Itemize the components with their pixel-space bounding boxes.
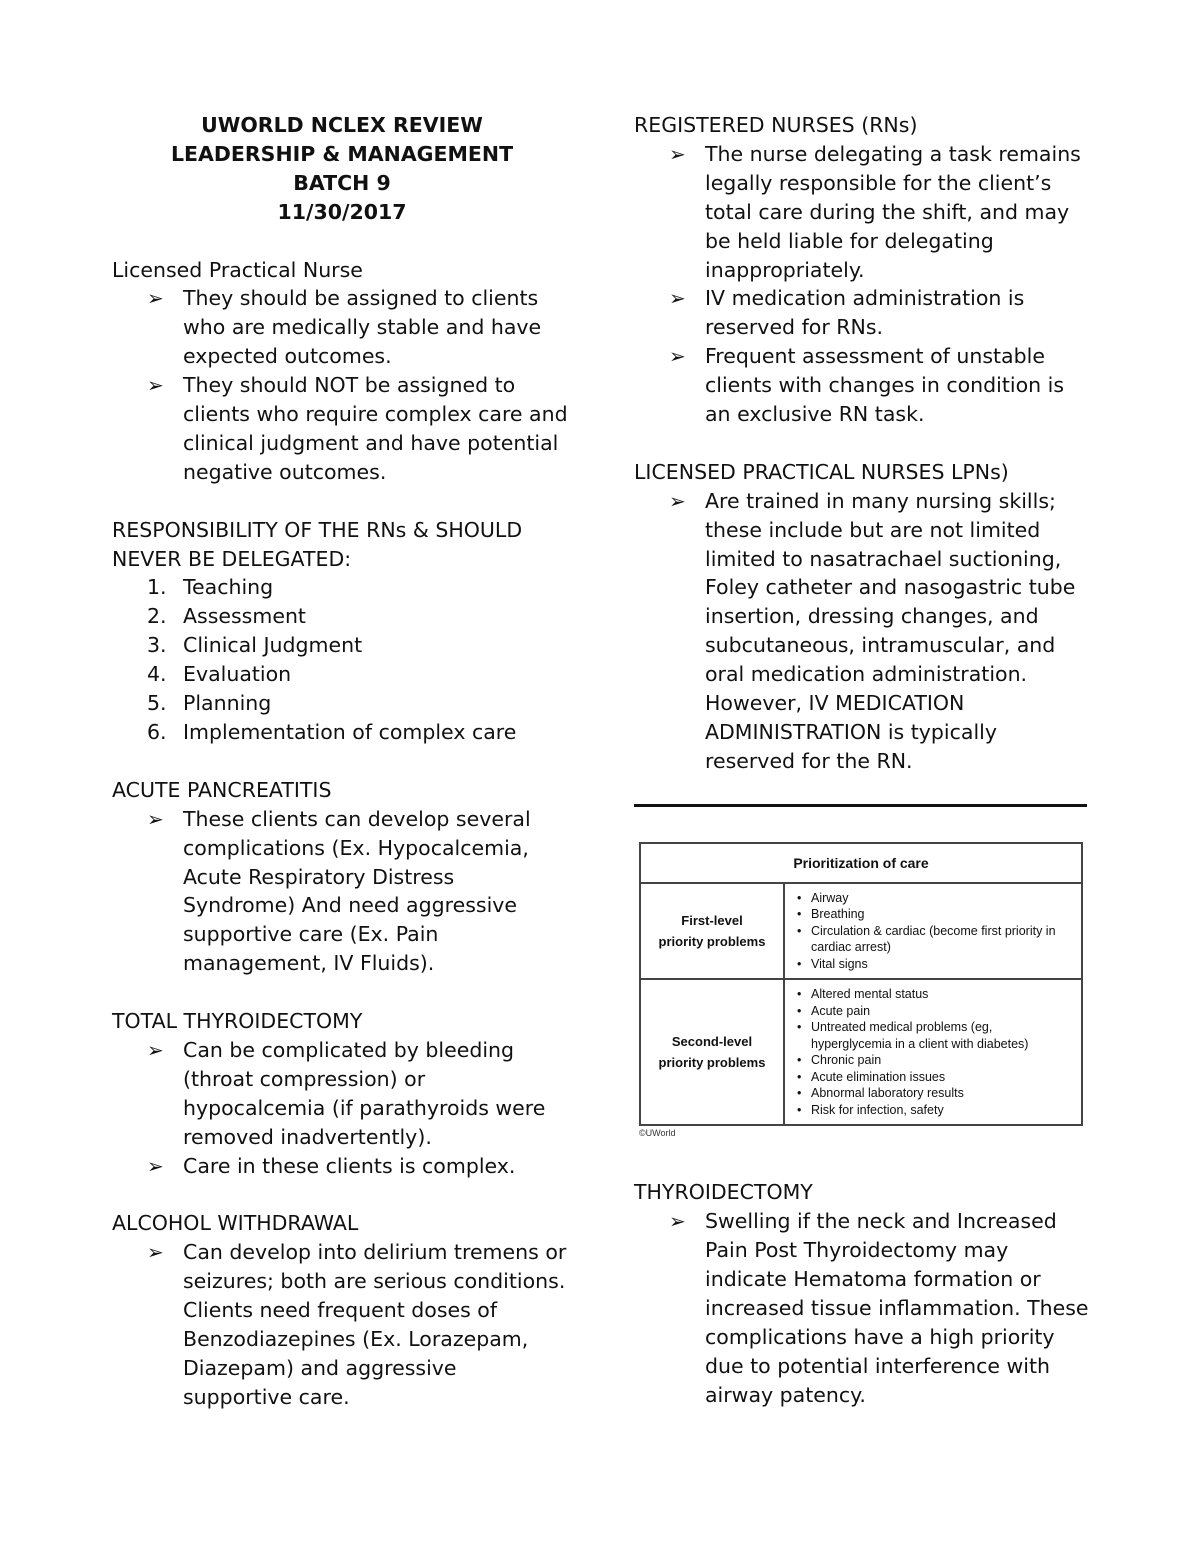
- list-item: ➢ These clients can develop several complications (Ex. Hypocalcemia, Acute Respiratory Distress Syndrome) And need aggressive supportive care (Ex. Pain management, IV Fluids).: [147, 806, 531, 976]
- rns-heading: REGISTERED NURSES (RNs): [634, 113, 918, 137]
- title-line-1: UWORLD NCLEX REVIEW: [201, 113, 483, 137]
- pancreatitis-list: [112, 805, 572, 978]
- second-level-items: [784, 979, 1082, 1125]
- prioritization-table-title: Prioritization of care: [640, 843, 1082, 883]
- arrow-bullet-icon: ➢: [147, 1240, 164, 1265]
- table-row: [640, 883, 1082, 980]
- list-item: • Airway: [797, 890, 1075, 907]
- total-thyroidectomy-list: [112, 1036, 572, 1181]
- list-item: • Acute elimination issues: [797, 1069, 1075, 1086]
- arrow-bullet-icon: ➢: [669, 1209, 686, 1234]
- list-item: 1. Teaching: [147, 575, 274, 600]
- arrow-bullet-icon: ➢: [669, 488, 686, 513]
- list-item: • Chronic pain: [797, 1052, 1075, 1069]
- prioritization-figure: [639, 842, 1083, 1139]
- list-item: ➢ Swelling if the neck and Increased Pain Post Thyroidectomy may indicate Hematoma formation or increased tissue inflammation. These complications have a high priority due to potential interference with airway patency.: [669, 1209, 1089, 1407]
- lpn-list: [112, 284, 572, 486]
- first-level-items: [784, 883, 1082, 980]
- lpns-list: [634, 487, 1089, 776]
- rn-responsibility-heading: RESPONSIBILITY OF THE RNs & SHOULD NEVER BE DELEGATED:: [112, 517, 523, 571]
- document-title: [112, 111, 572, 227]
- arrow-bullet-icon: ➢: [669, 286, 686, 311]
- list-item: • Circulation & cardiac (become first priority in cardiac arrest): [797, 923, 1075, 956]
- list-item: 6. Implementation of complex care: [147, 720, 517, 744]
- arrow-bullet-icon: ➢: [147, 1037, 164, 1062]
- list-item: 3. Clinical Judgment: [147, 633, 363, 658]
- list-item: ➢ They should NOT be assigned to clients who require complex care and clinical judgment and have potential negative outcomes.: [147, 373, 568, 484]
- list-item: • Acute pain: [797, 1003, 1075, 1020]
- list-item: • Altered mental status: [797, 986, 1075, 1003]
- list-item: ➢ Can develop into delirium tremens or seizures; both are serious conditions. Clients need frequent doses of Benzodiazepines (Ex. Lorazepam, Diazepam) and aggressive supportive care.: [147, 1240, 567, 1409]
- list-item: ➢ IV medication administration is reserved for RNs.: [669, 286, 1025, 340]
- table-row: [640, 979, 1082, 1125]
- arrow-bullet-icon: ➢: [147, 373, 164, 398]
- lpn-heading: Licensed Practical Nurse: [112, 257, 363, 282]
- list-item: ➢ Frequent assessment of unstable clients with changes in condition is an exclusive RN task.: [669, 344, 1065, 427]
- uworld-credit: ©UWorld: [639, 1128, 676, 1139]
- section-divider: [634, 804, 1087, 807]
- thyroidectomy-heading: THYROIDECTOMY: [634, 1180, 813, 1205]
- right-column: [634, 111, 1089, 1410]
- first-level-label: First-level priority problems: [640, 883, 784, 980]
- list-item: ➢ Care in these clients is complex.: [112, 1152, 572, 1181]
- list-item: • Untreated medical problems (eg, hyperglycemia in a client with diabetes): [797, 1019, 1075, 1052]
- list-item: • Breathing: [797, 906, 1075, 923]
- title-line-3: BATCH 9: [293, 170, 391, 195]
- arrow-bullet-icon: ➢: [147, 806, 164, 831]
- thyroidectomy-list: [634, 1207, 1089, 1409]
- list-item: ➢ Can be complicated by bleeding (throat compression) or hypocalcemia (if parathyroids were removed inadvertently).: [147, 1037, 546, 1149]
- list-item: • Risk for infection, safety: [797, 1102, 1075, 1119]
- arrow-bullet-icon: ➢: [147, 286, 164, 311]
- title-line-2: LEADERSHIP & MANAGEMENT: [170, 141, 514, 166]
- lpns-heading: LICENSED PRACTICAL NURSES LPNs): [634, 459, 1009, 484]
- list-item: • Abnormal laboratory results: [797, 1085, 1075, 1102]
- pancreatitis-heading: ACUTE PANCREATITIS: [112, 777, 332, 802]
- list-item: ➢ They should be assigned to clients who are medically stable and have expected outcomes.: [147, 286, 542, 369]
- alcohol-withdrawal-heading: ALCOHOL WITHDRAWAL: [112, 1211, 359, 1236]
- list-item: 5. Planning: [147, 691, 272, 716]
- arrow-bullet-icon: ➢: [669, 141, 686, 166]
- arrow-bullet-icon: ➢: [147, 1153, 164, 1178]
- rns-list: [634, 140, 1089, 429]
- total-thyroidectomy-heading: TOTAL THYROIDECTOMY: [112, 1009, 363, 1034]
- list-item: 4. Evaluation: [147, 662, 292, 687]
- left-column: [112, 111, 572, 1412]
- list-item: ➢ Are trained in many nursing skills; these include but are not limited limited to nasatrachael suctioning, Foley catheter and nasogastric tube insertion, dressing changes, and subcutaneous, intramuscular, and oral medication administration. However, IV MEDICATION ADMINISTRATION is typically reserved for the RN.: [669, 488, 1076, 773]
- rn-responsibility-list: [112, 573, 572, 746]
- title-line-4: 11/30/2017: [277, 199, 407, 224]
- list-item: ➢ The nurse delegating a task remains legally responsible for the client’s total care during the shift, and may be held liable for delegating inappropriately.: [669, 141, 1081, 282]
- prioritization-table: [639, 842, 1083, 1127]
- alcohol-withdrawal-list: [112, 1238, 572, 1411]
- list-item: • Vital signs: [797, 956, 1075, 973]
- second-level-label: Second-level priority problems: [640, 979, 784, 1125]
- arrow-bullet-icon: ➢: [669, 344, 686, 369]
- list-item: 2. Assessment: [147, 604, 306, 629]
